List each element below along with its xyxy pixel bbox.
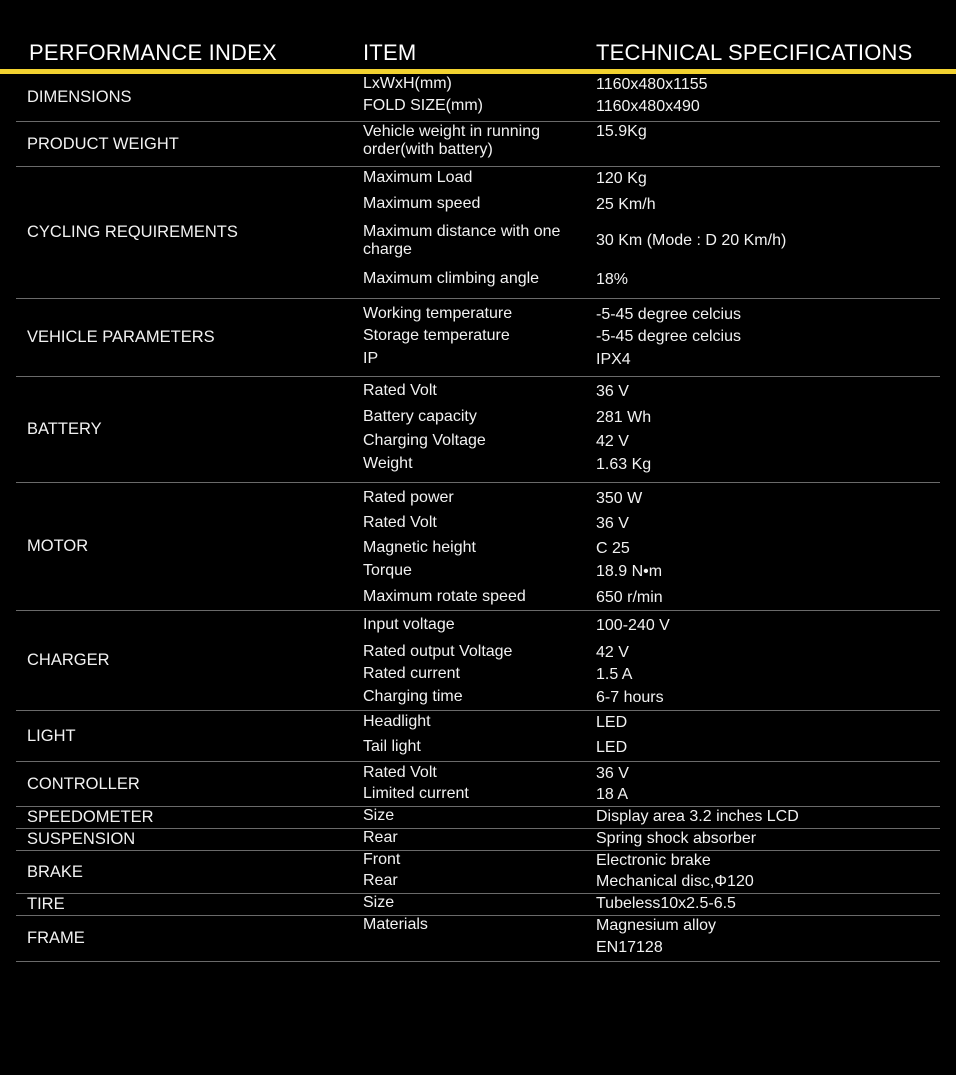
spec-group: [16, 611, 940, 711]
spec-item-label: Headlight: [363, 713, 431, 730]
spec-group: [16, 762, 940, 807]
spec-item-label: Charging time: [363, 688, 463, 705]
spec-value: 18%: [596, 271, 629, 288]
spec-value: -5-45 degree celcius: [596, 306, 741, 323]
spec-value: Spring shock absorber: [596, 830, 757, 847]
group-name: TIRE: [27, 895, 65, 913]
spec-value: 650 r/min: [596, 589, 663, 606]
spec-value: Magnesium alloy: [596, 917, 717, 934]
spec-item-label: Rated Volt: [363, 764, 437, 781]
spec-value: LED: [596, 739, 628, 756]
spec-group: [16, 122, 940, 167]
header-technical-specifications: TECHNICAL SPECIFICATIONS: [596, 40, 913, 65]
spec-item-label: Maximum rotate speed: [363, 588, 526, 605]
spec-value: 18 A: [596, 786, 629, 803]
spec-value: 42 V: [596, 644, 629, 661]
spec-item-label: Rated power: [363, 489, 454, 506]
spec-item-label: Torque: [363, 562, 412, 579]
group-name: SUSPENSION: [27, 830, 136, 848]
spec-item-label: Rear: [363, 872, 398, 889]
group-name: VEHICLE PARAMETERS: [27, 328, 215, 346]
spec-item-label: Rated current: [363, 665, 460, 682]
spec-value: C 25: [596, 540, 630, 557]
spec-group: [16, 167, 940, 299]
spec-item-label: Size: [363, 807, 395, 824]
spec-group: [16, 74, 940, 122]
spec-item-label: Magnetic height: [363, 539, 476, 556]
spec-value: 30 Km (Mode : D 20 Km/h): [596, 232, 787, 249]
spec-item-label: FOLD SIZE(mm): [363, 97, 483, 114]
spec-item-label: Working temperature: [363, 305, 513, 322]
spec-value: 36 V: [596, 515, 629, 532]
spec-item-label: Tail light: [363, 738, 421, 755]
spec-group: [16, 807, 940, 829]
header-item: ITEM: [363, 40, 417, 65]
group-name: BRAKE: [27, 862, 83, 881]
group-name: CHARGER: [27, 651, 110, 669]
spec-item-label: Rated Volt: [363, 382, 437, 399]
header-performance-index: PERFORMANCE INDEX: [29, 40, 277, 65]
spec-item-label: Input voltage: [363, 616, 455, 633]
spec-item-label: Materials: [363, 916, 428, 933]
spec-table: [0, 74, 956, 962]
spec-item-label: Limited current: [363, 785, 469, 802]
group-name: BATTERY: [27, 420, 102, 438]
spec-value: EN17128: [596, 939, 663, 956]
spec-value: 18.9 N•m: [596, 563, 663, 580]
spec-group: [16, 483, 940, 611]
spec-item-label: Size: [363, 894, 395, 911]
spec-item-label: Maximum Load: [363, 169, 473, 186]
group-name: MOTOR: [27, 537, 89, 555]
spec-group: [16, 916, 940, 962]
table-header: [0, 0, 956, 74]
spec-value: 42 V: [596, 433, 629, 450]
spec-value: 36 V: [596, 765, 629, 782]
spec-value: 6-7 hours: [596, 689, 664, 706]
spec-item-label: Front: [363, 851, 401, 868]
spec-group: [16, 711, 940, 762]
spec-item-label: Battery capacity: [363, 408, 477, 425]
group-name: SPEEDOMETER: [27, 808, 154, 826]
spec-value: Mechanical disc,Φ120: [596, 873, 754, 890]
spec-value: 1160x480x1155: [596, 76, 708, 93]
spec-value: 281 Wh: [596, 409, 652, 426]
spec-value: 350 W: [596, 490, 643, 507]
group-name: LIGHT: [27, 726, 76, 745]
spec-item-label: Storage temperature: [363, 327, 510, 344]
group-name: DIMENSIONS: [27, 88, 132, 106]
spec-item-label: Rear: [363, 829, 398, 846]
spec-value: -5-45 degree celcius: [596, 328, 741, 345]
spec-item-label: Vehicle weight in running order(with battery): [363, 123, 541, 158]
spec-item-label: IP: [363, 350, 379, 367]
spec-value: 1.63 Kg: [596, 456, 652, 473]
group-name: PRODUCT WEIGHT: [27, 134, 179, 153]
spec-value: 120 Kg: [596, 170, 647, 187]
spec-item-label: Rated output Voltage: [363, 643, 513, 660]
spec-value: Display area 3.2 inches LCD: [596, 808, 799, 825]
group-name: CYCLING REQUIREMENTS: [27, 223, 238, 241]
spec-value: IPX4: [596, 351, 631, 368]
spec-value: 100-240 V: [596, 617, 670, 634]
spec-value: 15.9Kg: [596, 123, 647, 140]
spec-value: Tubeless10x2.5-6.5: [596, 895, 736, 912]
spec-item-label: Charging Voltage: [363, 432, 486, 449]
spec-value: 1160x480x490: [596, 98, 700, 115]
spec-value: 36 V: [596, 383, 629, 400]
spec-item-label: Weight: [363, 455, 413, 472]
spec-group: [16, 377, 940, 483]
spec-group: [16, 851, 940, 894]
group-name: FRAME: [27, 929, 85, 947]
spec-item-label: Maximum climbing angle: [363, 270, 540, 287]
spec-item-label: LxWxH(mm): [363, 75, 452, 92]
spec-item-label: Maximum speed: [363, 195, 481, 212]
group-name: CONTROLLER: [27, 774, 140, 793]
spec-value: 1.5 A: [596, 666, 633, 683]
spec-item-label: Rated Volt: [363, 514, 437, 531]
spec-group: [16, 299, 940, 377]
spec-value: Electronic brake: [596, 852, 711, 869]
spec-group: [16, 894, 940, 916]
spec-group: [16, 829, 940, 851]
spec-item-label: Maximum distance with one charge: [363, 223, 561, 258]
spec-value: 25 Km/h: [596, 196, 656, 213]
spec-value: LED: [596, 714, 628, 731]
